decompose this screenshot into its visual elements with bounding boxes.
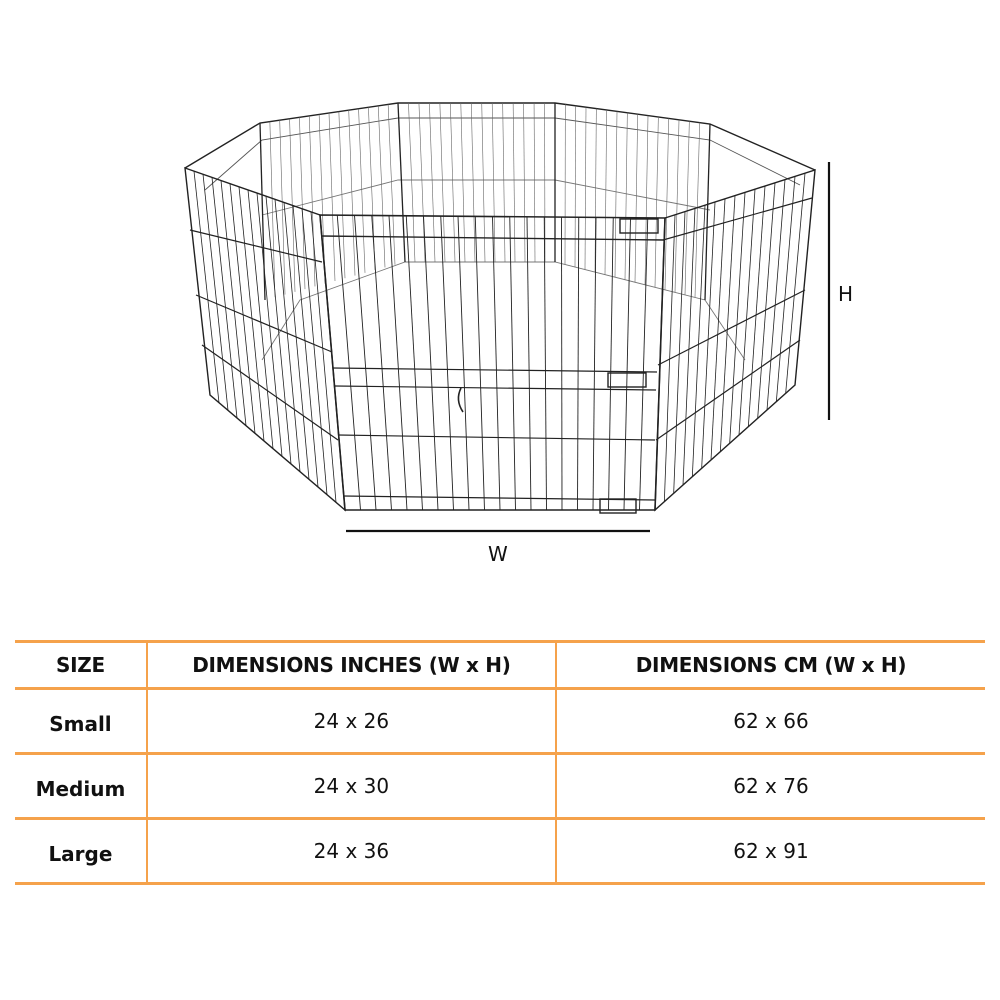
cm-cell: 62 x 91 bbox=[556, 819, 985, 884]
size-cell: Large bbox=[15, 819, 147, 884]
size-chart-table bbox=[15, 640, 985, 885]
cm-cell: 62 x 76 bbox=[556, 754, 985, 819]
table-row bbox=[15, 689, 985, 754]
table-row bbox=[15, 819, 985, 884]
header-size: SIZE bbox=[15, 642, 147, 689]
cm-cell: 62 x 66 bbox=[556, 689, 985, 754]
table-row bbox=[15, 754, 985, 819]
header-inches: DIMENSIONS INCHES (W x H) bbox=[147, 642, 556, 689]
header-cm: DIMENSIONS CM (W x H) bbox=[556, 642, 985, 689]
table-header-row bbox=[15, 642, 985, 689]
width-label: W bbox=[488, 542, 508, 566]
inches-cell: 24 x 36 bbox=[147, 819, 556, 884]
size-cell: Small bbox=[15, 689, 147, 754]
inches-cell: 24 x 26 bbox=[147, 689, 556, 754]
height-label: H bbox=[838, 282, 854, 306]
inches-cell: 24 x 30 bbox=[147, 754, 556, 819]
size-cell: Medium bbox=[15, 754, 147, 819]
